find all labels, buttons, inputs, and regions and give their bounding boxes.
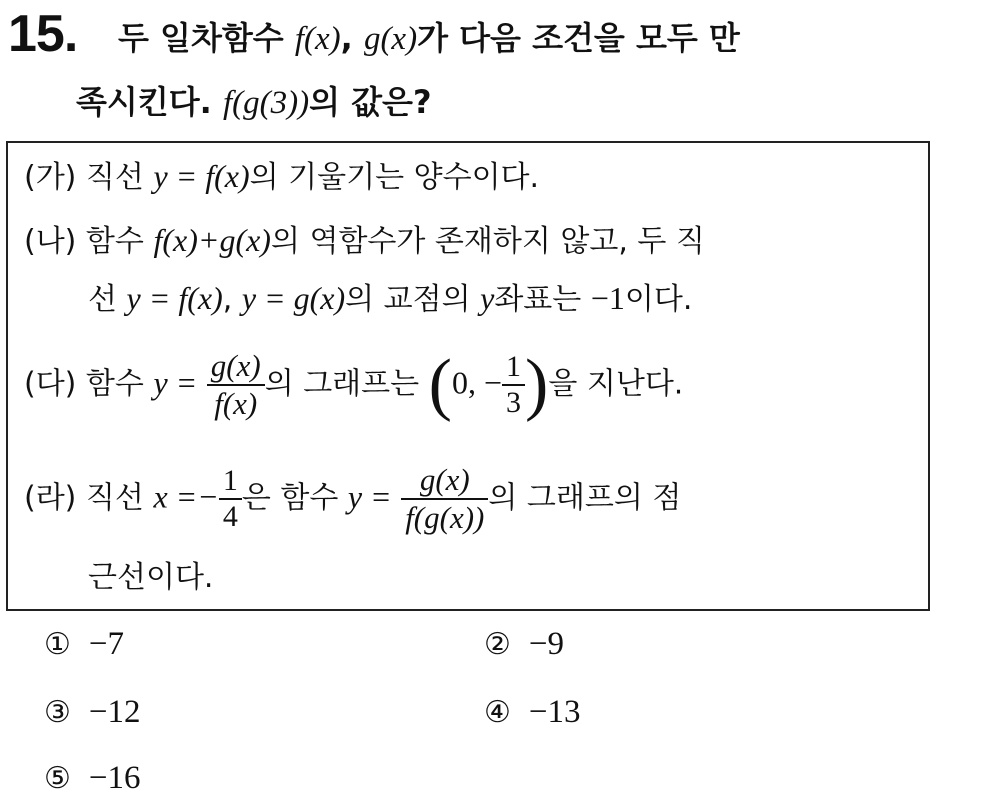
left-paren: (: [428, 346, 452, 423]
condition-label: (다): [24, 366, 77, 402]
math-y-eq: y =: [347, 478, 392, 515]
condition-text: 의 교점의: [345, 282, 481, 317]
condition-label: (나): [24, 224, 77, 259]
condition-na: [24, 220, 705, 262]
math-x-eq-minus: x =−: [153, 478, 219, 515]
math-y-eq-fx: y = f(x): [126, 280, 223, 316]
fraction-denominator: f(x): [207, 384, 265, 422]
fraction-denominator: 3: [502, 384, 525, 420]
question-text: 두 일차함수: [118, 19, 295, 57]
math-y-eq: y =: [153, 364, 198, 401]
right-paren: ): [525, 346, 549, 423]
condition-text: 함수: [76, 366, 154, 402]
choice-value: −9: [528, 626, 565, 662]
condition-text: 직선: [76, 160, 154, 195]
condition-text: 함수: [76, 224, 154, 259]
condition-na-continued: [88, 278, 692, 320]
point-x: 0, −: [451, 364, 503, 401]
math-y-eq-fx: y = f(x): [153, 158, 250, 194]
choice-value: −13: [528, 694, 581, 730]
math-y: y: [480, 280, 495, 316]
fraction-one-quarter: [219, 464, 242, 534]
condition-text: 이다.: [624, 282, 693, 317]
condition-label: (가): [24, 160, 77, 195]
math-minus-one: −1: [590, 280, 625, 316]
choice-value: −7: [88, 626, 125, 662]
condition-text: 을 지난다.: [548, 366, 684, 402]
question-line-2: [76, 82, 432, 123]
choice-3[interactable]: [44, 692, 141, 733]
choice-mark: ①: [44, 627, 71, 662]
choice-2[interactable]: [484, 624, 564, 665]
math-f-x: f(x): [294, 21, 341, 57]
condition-text: 의 그래프는: [264, 366, 429, 402]
choice-mark: ⑤: [44, 761, 71, 796]
condition-text: 은 함수: [241, 480, 348, 516]
condition-text: 의 역함수가 존재하지 않고, 두 직: [270, 224, 705, 259]
condition-text: ,: [222, 282, 242, 317]
choice-4[interactable]: [484, 692, 581, 733]
question-line-1: [118, 18, 740, 59]
condition-text: 근선이다.: [88, 560, 214, 595]
choice-value: −16: [88, 760, 141, 796]
choice-1[interactable]: [44, 624, 124, 665]
comma: ,: [340, 19, 364, 57]
condition-da: [24, 348, 683, 422]
condition-text: 선: [88, 282, 127, 317]
fraction-numerator: 1: [506, 350, 522, 383]
choice-mark: ②: [484, 627, 511, 662]
math-y-eq-gx: y = g(x): [241, 280, 346, 316]
condition-text: 좌표는: [494, 282, 591, 317]
question-number: 15.: [8, 5, 78, 63]
math-f-g-3: f(g(3)): [222, 85, 310, 121]
fraction-numerator: g(x): [210, 348, 261, 383]
condition-ga: [24, 156, 539, 198]
math-g-x: g(x): [363, 21, 418, 57]
choice-5[interactable]: [44, 758, 141, 799]
choice-mark: ③: [44, 695, 71, 730]
condition-ra-continued: [88, 558, 213, 598]
fraction-gx-over-fgx: [401, 462, 488, 536]
fraction-denominator: f(g(x)): [401, 498, 488, 536]
question-text: 의 값은?: [309, 83, 432, 121]
fraction-numerator: g(x): [419, 462, 470, 497]
condition-ra: [24, 462, 681, 536]
choice-value: −12: [88, 694, 141, 730]
math-fx-plus-gx: f(x)+g(x): [153, 222, 271, 258]
condition-text: 의 그래프의 점: [488, 480, 682, 516]
fraction-denominator: 4: [219, 498, 242, 534]
fraction-one-third: [502, 350, 525, 420]
choice-mark: ④: [484, 695, 511, 730]
question-text: 족시킨다.: [76, 83, 223, 121]
fraction-gx-over-fx: [207, 348, 265, 422]
fraction-numerator: 1: [222, 464, 238, 497]
condition-text: 의 기울기는 양수이다.: [249, 160, 540, 195]
condition-label: (라): [24, 480, 77, 516]
condition-text: 직선: [76, 480, 154, 516]
question-text: 가 다음 조건을 모두 만: [417, 19, 740, 57]
